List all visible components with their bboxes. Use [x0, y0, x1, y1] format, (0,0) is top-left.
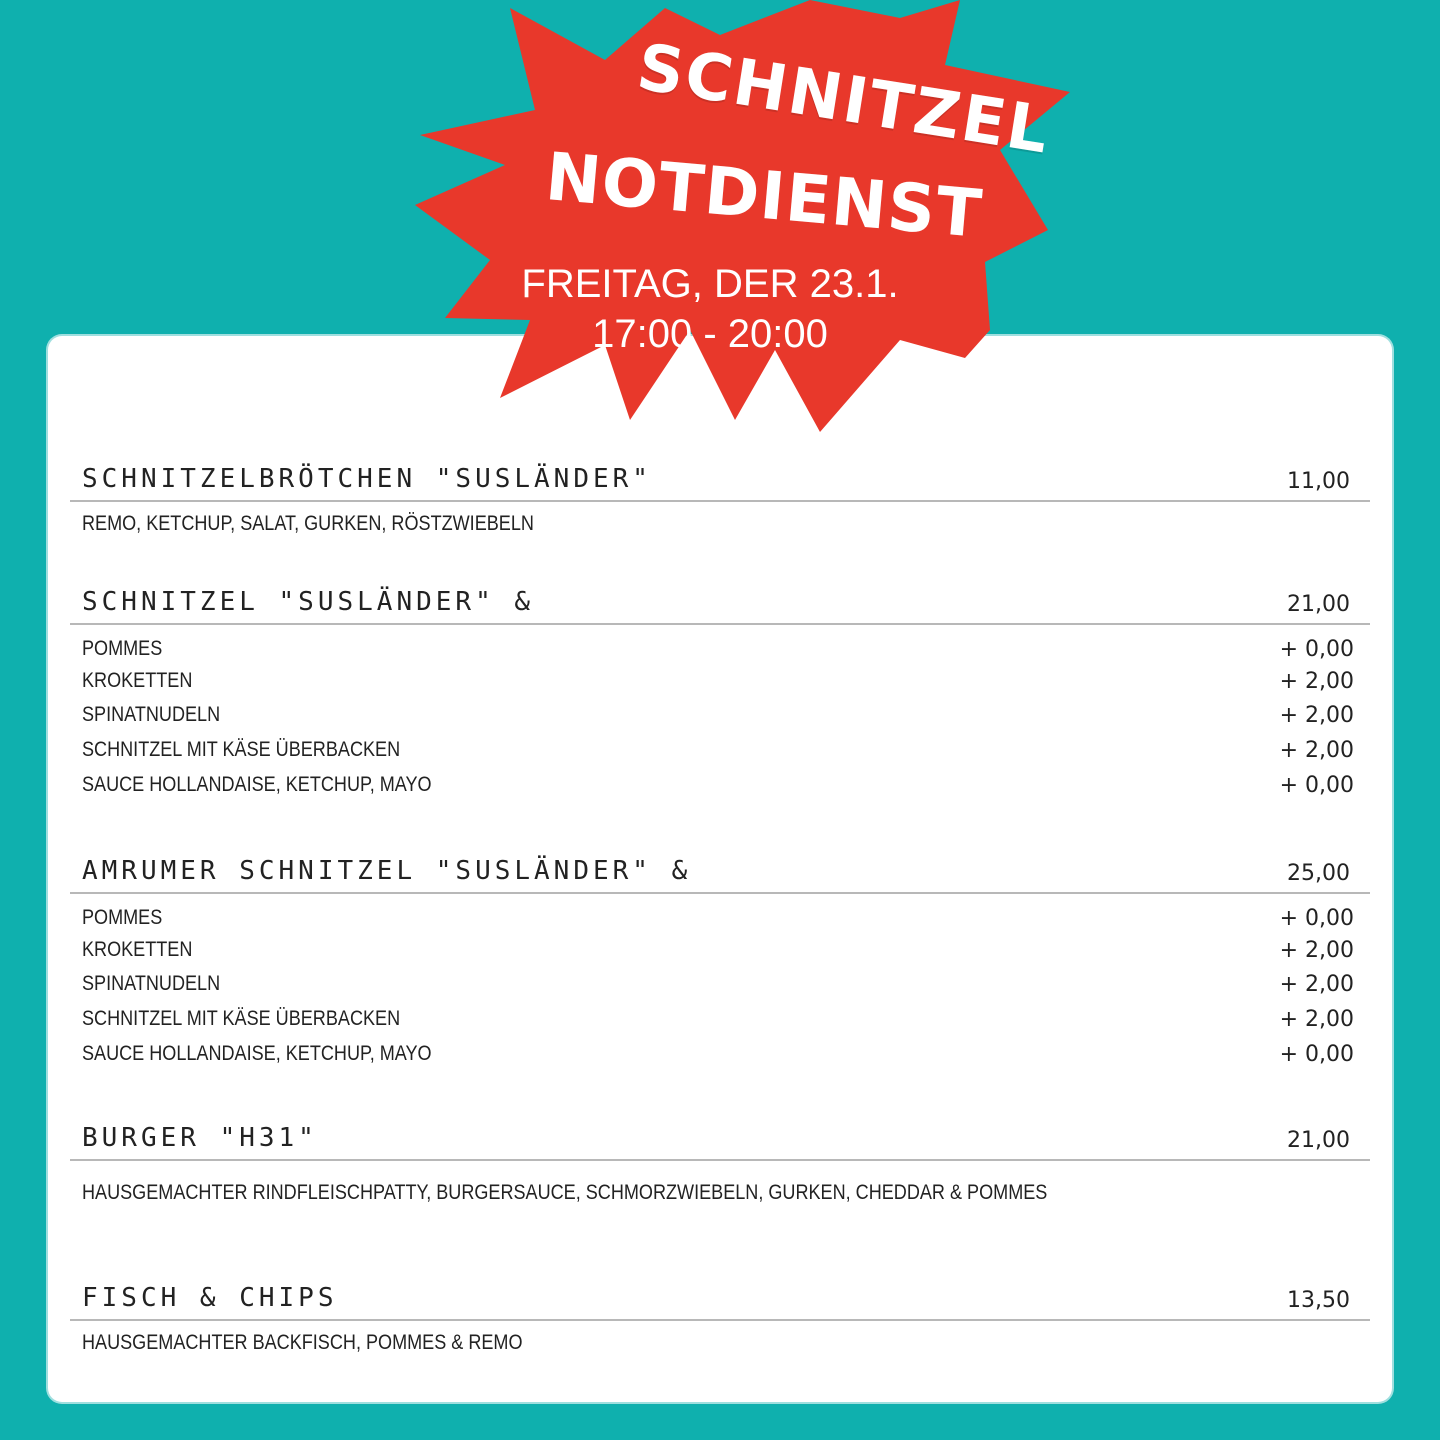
option-row: [70, 1007, 1370, 1037]
option-name: KROKETTEN: [82, 938, 193, 961]
menu-section-schnitzelbroetchen: [70, 462, 1370, 535]
item-title: SCHNITZELBRÖTCHEN "SUSLÄNDER": [82, 464, 652, 494]
section-header: [70, 462, 1370, 502]
option-price: + 2,00: [1279, 972, 1354, 997]
badge-time: 17:00 - 20:00: [592, 312, 828, 356]
option-name: SAUCE HOLLANDAISE, KETCHUP, MAYO: [82, 1042, 432, 1065]
menu-section-burger: [70, 1121, 1370, 1204]
option-price: + 0,00: [1279, 1042, 1354, 1067]
section-header: [70, 585, 1370, 625]
option-row: [70, 938, 1370, 968]
option-price: + 2,00: [1279, 938, 1354, 963]
option-name: KROKETTEN: [82, 669, 193, 692]
option-price: + 2,00: [1279, 669, 1354, 694]
option-name: POMMES: [82, 637, 163, 660]
item-description: HAUSGEMACHTER BACKFISCH, POMMES & REMO: [82, 1331, 523, 1354]
badge-date: FREITAG, DER 23.1.: [521, 262, 899, 306]
item-title: BURGER "H31": [82, 1123, 318, 1153]
section-header: [70, 854, 1370, 894]
item-price: 21,00: [1287, 592, 1350, 617]
item-price: 13,50: [1287, 1288, 1350, 1313]
menu-section-schnitzel: [70, 585, 1370, 798]
option-name: POMMES: [82, 906, 163, 929]
starburst-badge: [400, 0, 1100, 450]
option-name: SAUCE HOLLANDAISE, KETCHUP, MAYO: [82, 773, 432, 796]
option-name: SPINATNUDELN: [82, 703, 221, 726]
option-row: [70, 669, 1370, 699]
section-header: [70, 1121, 1370, 1161]
option-name: SPINATNUDELN: [82, 972, 221, 995]
option-row: [70, 773, 1370, 803]
section-header: [70, 1281, 1370, 1321]
option-price: + 0,00: [1279, 906, 1354, 931]
option-price: + 2,00: [1279, 1007, 1354, 1032]
option-price: + 2,00: [1279, 703, 1354, 728]
item-title: AMRUMER SCHNITZEL "SUSLÄNDER" &: [82, 856, 692, 886]
option-row: [70, 738, 1370, 768]
option-name: SCHNITZEL MIT KÄSE ÜBERBACKEN: [82, 1007, 401, 1030]
item-description: HAUSGEMACHTER RINDFLEISCHPATTY, BURGERSAUCE, SCHMORZWIEBELN, GURKEN, CHEDDAR & POMMES: [82, 1181, 1048, 1204]
item-price: 21,00: [1287, 1128, 1350, 1153]
item-description: REMO, KETCHUP, SALAT, GURKEN, RÖSTZWIEBELN: [82, 512, 534, 535]
badge-title-line1: SCHNITZEL: [632, 30, 1056, 169]
item-title: SCHNITZEL "SUSLÄNDER" &: [82, 587, 535, 617]
option-price: + 0,00: [1279, 637, 1354, 662]
option-name: SCHNITZEL MIT KÄSE ÜBERBACKEN: [82, 738, 401, 761]
option-row: [70, 637, 1370, 667]
menu-section-amrumer-schnitzel: [70, 854, 1370, 1067]
option-row: [70, 972, 1370, 1002]
item-price: 25,00: [1287, 861, 1350, 886]
option-row: [70, 906, 1370, 936]
option-price: + 0,00: [1279, 773, 1354, 798]
menu-section-fisch-chips: [70, 1281, 1370, 1354]
item-price: 11,00: [1287, 469, 1350, 494]
option-row: [70, 1042, 1370, 1072]
item-title: FISCH & CHIPS: [82, 1283, 338, 1313]
option-price: + 2,00: [1279, 738, 1354, 763]
option-row: [70, 703, 1370, 733]
badge-title-line2: NOTDIENST: [542, 138, 986, 253]
